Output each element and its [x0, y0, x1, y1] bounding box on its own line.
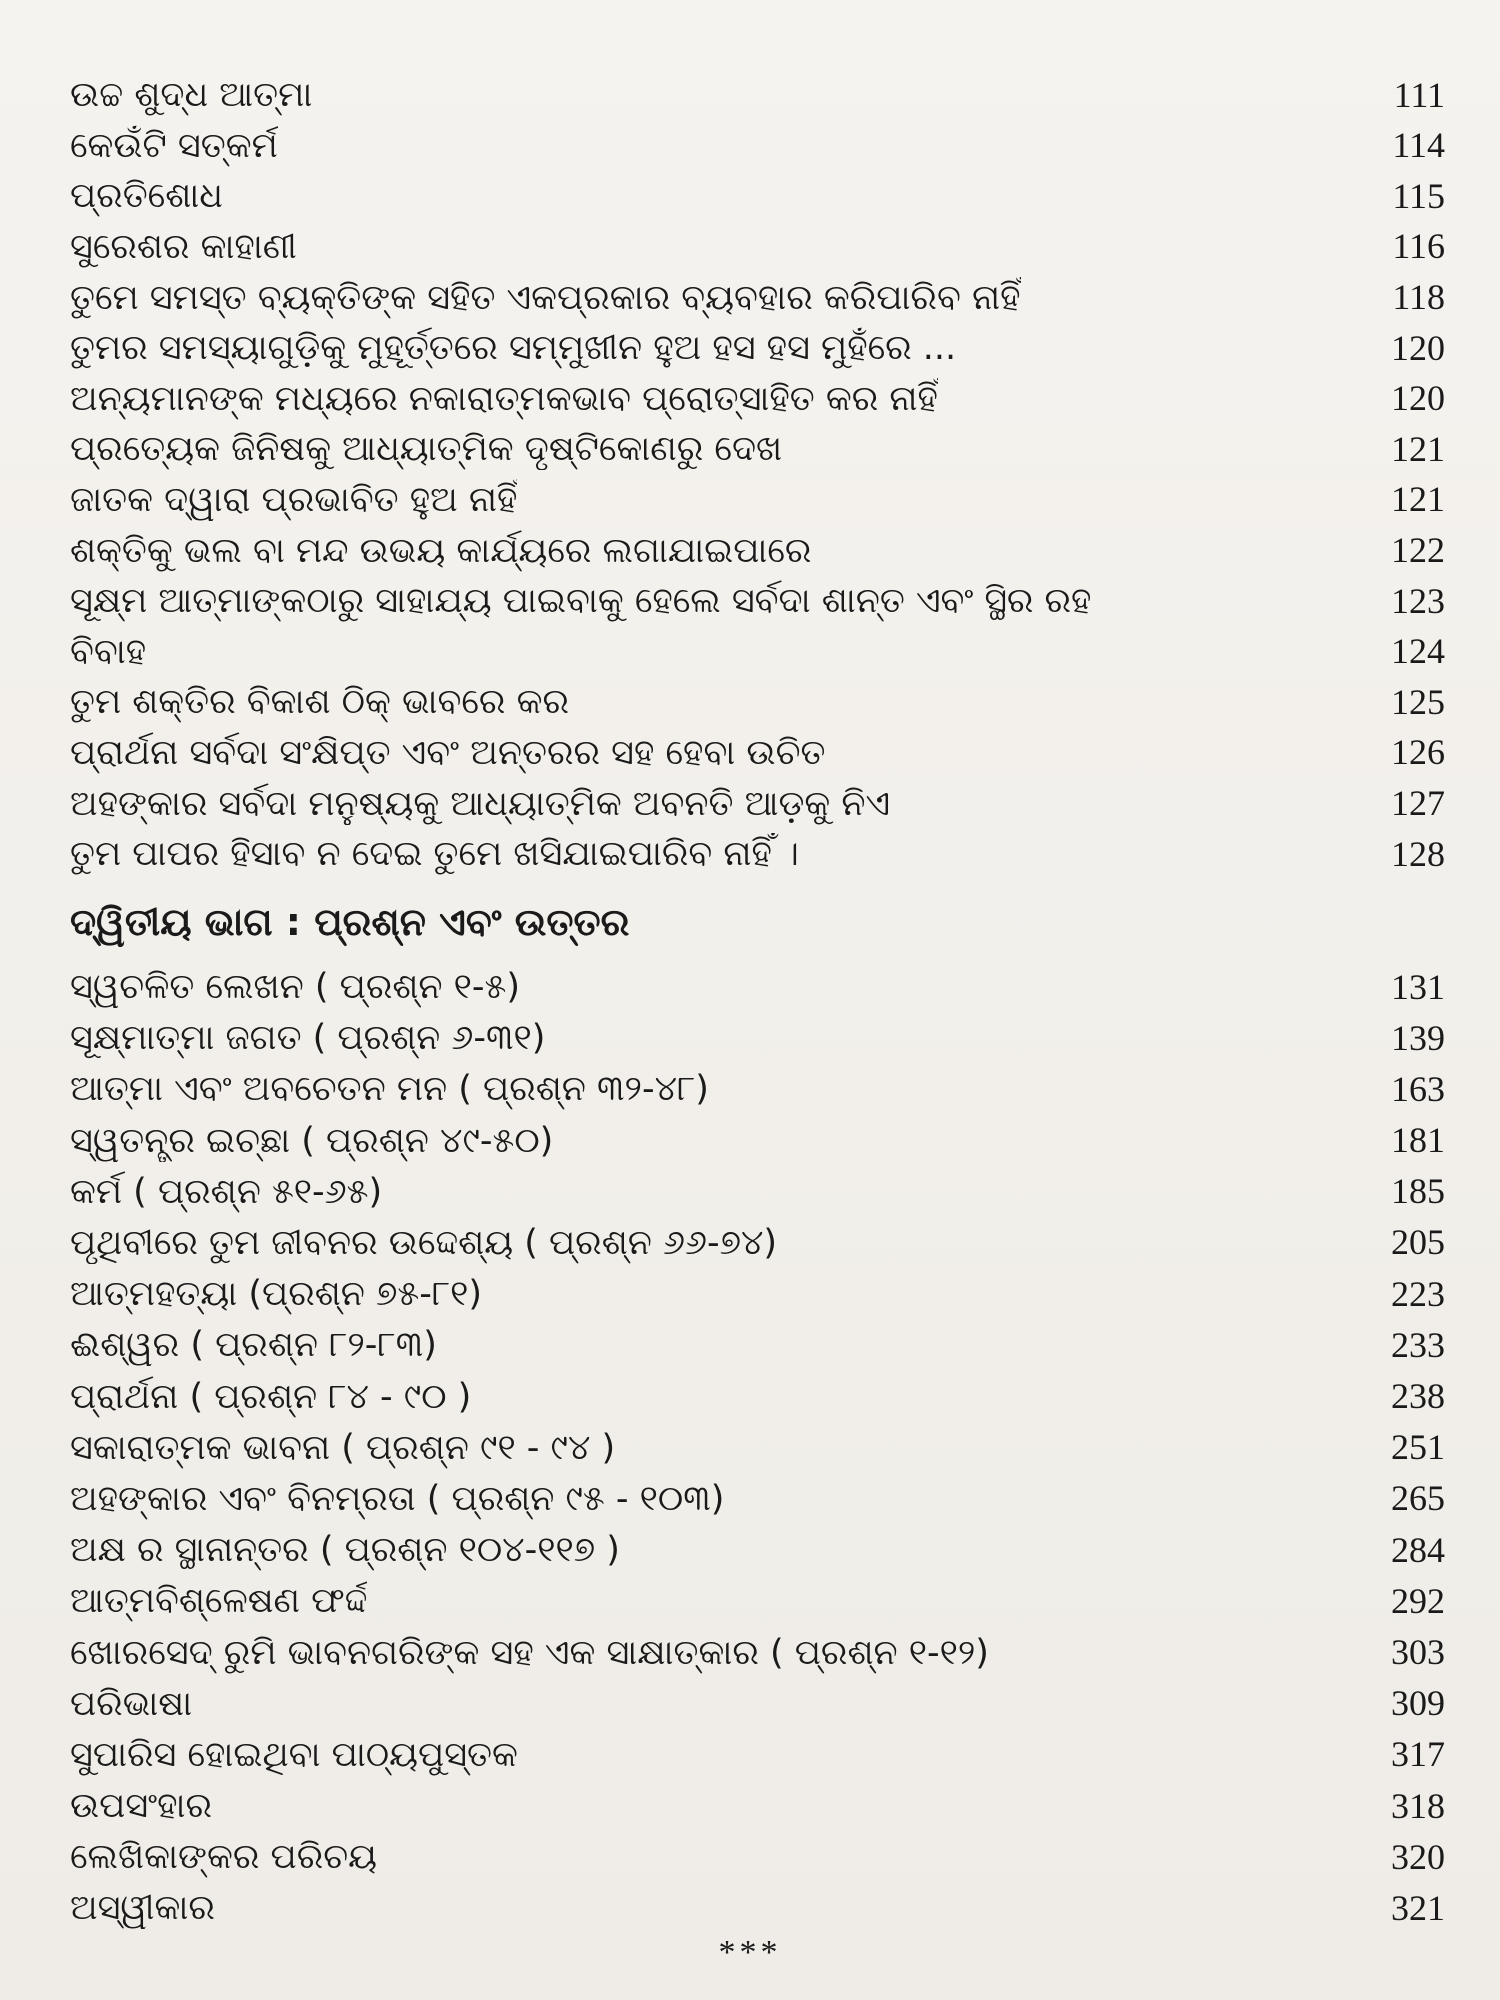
toc-entry-title: ପ୍ରାର୍ଥନା ( ପ୍ରଶ୍ନ ୮୪ - ୯୦ )	[70, 1376, 472, 1417]
toc-entry	[70, 272, 1445, 323]
toc-entry-title: ଅନ୍ୟମାନଙ୍କ ମଧ୍ୟରେ ନକାରାତ୍ମକଭାବ ପ୍ରୋତ୍ସାହିତ କର ନାହିଁ	[70, 378, 938, 419]
toc-entry-title: ଖୋରସେଦ୍ ରୁମି ଭାବନଗରିଙ୍କ ସହ ଏକ ସାକ୍ଷାତ୍‌କାର ( ପ୍ରଶ୍ନ ୧-୧୨)	[70, 1632, 989, 1673]
toc-entry-title: ପରିଭାଷା	[70, 1683, 193, 1724]
toc-entry-page-number: 139	[1391, 1017, 1445, 1058]
toc-entry	[70, 1269, 1445, 1320]
toc-entry	[70, 222, 1445, 273]
toc-entry-page-number: 309	[1391, 1683, 1445, 1724]
toc-entry-page-number: 116	[1392, 226, 1445, 267]
toc-entry-title: ସ୍ୱଚଳିତ ଲେଖନ ( ପ୍ରଶ୍ନ ୧-୫)	[70, 967, 521, 1008]
toc-entry-title: ପୃଥିବୀରେ ତୁମ ଜୀବନର ଉଦ୍ଦେଶ୍ୟ ( ପ୍ରଶ୍ନ ୬୬-୭୪)	[70, 1223, 778, 1264]
toc-entry-page-number: 238	[1391, 1376, 1445, 1416]
toc-entry-page-number: 163	[1391, 1068, 1445, 1109]
toc-entry-title: ଲେଖିକାଙ୍କର ପରିଚୟ	[70, 1837, 377, 1878]
toc-entry	[70, 475, 1445, 526]
toc-entry	[70, 677, 1445, 728]
toc-entry	[70, 1422, 1445, 1473]
toc-entry-page-number: 318	[1391, 1785, 1445, 1826]
toc-entry	[70, 1217, 1445, 1268]
toc-entry	[70, 1320, 1445, 1371]
toc-entry-page-number: 118	[1392, 277, 1445, 318]
toc-entry-title: ପ୍ରାର୍ଥନା ସର୍ବଦା ସଂକ୍ଷିପ୍ତ ଏବଂ ଅନ୍ତରର ସହ ହେବା ଉଚିତ	[70, 733, 826, 774]
section-heading: ଦ୍ୱିତୀୟ ଭାଗ : ପ୍ରଶ୍ନ ଏବଂ ଉତ୍ତର	[70, 900, 630, 944]
toc-part-one	[70, 70, 1445, 880]
toc-entry	[70, 424, 1445, 475]
toc-entry-title: ପ୍ରତିଶୋଧ	[70, 176, 223, 217]
toc-entry-page-number: 127	[1391, 783, 1445, 824]
toc-entry	[70, 70, 1445, 121]
end-ornament: ***	[718, 1934, 782, 1971]
toc-entry-page-number: 233	[1391, 1324, 1445, 1365]
toc-entry-page-number: 124	[1391, 631, 1445, 672]
toc-entry-page-number: 320	[1391, 1836, 1445, 1877]
toc-entry-title: ଜାତକ ଦ୍ୱାରା ପ୍ରଭାବିତ ହୁଅ ନାହିଁ	[70, 480, 518, 521]
toc-entry-title: ସକାରାତ୍ମକ ଭାବନା ( ପ୍ରଶ୍ନ ୯୧ - ୯୪ )	[70, 1427, 616, 1468]
toc-entry-title: ଆତ୍ମବିଶ୍ଳେଷଣ ଫର୍ଦ୍ଦ	[70, 1581, 368, 1622]
toc-entry-page-number: 303	[1391, 1631, 1445, 1672]
toc-entry	[70, 1473, 1445, 1524]
toc-part-two	[70, 962, 1445, 1935]
toc-entry-title: ଆତ୍ମା ଏବଂ ଅବଚେତନ ମନ ( ପ୍ରଶ୍ନ ୩୨-୪୮)	[70, 1069, 709, 1110]
toc-entry-page-number: 185	[1391, 1171, 1445, 1212]
toc-entry-title: ଉପସଂହାର	[70, 1786, 213, 1827]
toc-entry	[70, 627, 1445, 678]
toc-entry-title: ସୁପାରିସ ହୋଇଥିବା ପାଠ୍ୟପୁସ୍ତକ	[70, 1734, 518, 1775]
table-of-contents	[70, 70, 1445, 1934]
toc-entry-page-number: 251	[1391, 1427, 1445, 1468]
toc-entry-title: ଈଶ୍ୱର ( ପ୍ରଶ୍ନ ୮୨-୮୩)	[70, 1325, 437, 1366]
toc-entry-title: ଅସ୍ୱୀକାର	[70, 1888, 215, 1929]
toc-entry	[70, 374, 1445, 425]
toc-entry	[70, 1832, 1445, 1883]
toc-entry	[70, 1525, 1445, 1576]
toc-entry	[70, 1627, 1445, 1678]
toc-entry	[70, 1576, 1445, 1627]
toc-entry	[70, 576, 1445, 627]
toc-entry-page-number: 115	[1392, 175, 1445, 216]
toc-entry-title: ବିବାହ	[70, 631, 147, 672]
toc-entry-title: ତୁମ ଶକ୍ତିର ବିକାଶ ଠିକ୍ ଭାବରେ କର	[70, 682, 569, 723]
toc-entry-page-number: 121	[1391, 479, 1445, 520]
toc-entry	[70, 323, 1445, 374]
toc-entry-page-number: 317	[1391, 1734, 1445, 1775]
toc-entry-title: ଆତ୍ମହତ୍ୟା (ପ୍ରଶ୍ନ ୭୫-୮୧)	[70, 1274, 483, 1315]
toc-entry-page-number: 284	[1391, 1529, 1445, 1570]
toc-entry-page-number: 126	[1391, 732, 1445, 773]
toc-entry	[70, 171, 1445, 222]
toc-entry-page-number: 181	[1391, 1120, 1445, 1161]
toc-entry-title: ଅହଙ୍କାର ଏବଂ ବିନମ୍ରତା ( ପ୍ରଶ୍ନ ୯୫ - ୧୦୩)	[70, 1478, 725, 1519]
toc-entry-title: ତୁମ ପାପର ହିସାବ ନ ଦେଇ ତୁମେ ଖସିଯାଇପାରିବ ନାହିଁ ।	[70, 834, 799, 875]
toc-entry-title: ସୂକ୍ଷ୍ମ ଆତ୍ମାଙ୍କଠାରୁ ସାହାଯ୍ୟ ପାଇବାକୁ ହେଲେ ସର୍ବଦା ଶାନ୍ତ ଏବଂ ସ୍ଥିର ରହ	[70, 581, 1092, 622]
toc-entry	[70, 525, 1445, 576]
toc-entry-title: ଶକ୍ତିକୁ ଭଲ ବା ମନ୍ଦ ଉଭୟ କାର୍ଯ୍ୟରେ ଲଗାଯାଇପାରେ	[70, 530, 812, 571]
toc-entry-page-number: 123	[1391, 580, 1445, 621]
toc-entry-page-number: 122	[1391, 530, 1445, 571]
toc-entry-page-number: 121	[1391, 428, 1445, 469]
toc-entry-page-number: 120	[1391, 378, 1445, 419]
toc-entry-title: ପ୍ରତ୍ୟେକ ଜିନିଷକୁ ଆଧ୍ୟାତ୍ମିକ ଦୃଷ୍ଟିକୋଣରୁ ଦେଖ	[70, 429, 783, 470]
toc-entry-page-number: 205	[1391, 1222, 1445, 1263]
toc-entry-page-number: 114	[1392, 125, 1445, 166]
toc-entry-page-number: 265	[1391, 1478, 1445, 1519]
toc-entry-page-number: 128	[1391, 833, 1445, 874]
toc-entry-page-number: 131	[1391, 966, 1445, 1007]
toc-entry-title: କେଉଁଟି ସତ୍‌କର୍ମ	[70, 125, 278, 166]
toc-entry-title: ଅକ୍ଷ ର ସ୍ଥାନାନ୍ତର ( ପ୍ରଶ୍ନ ୧୦୪-୧୧୭ )	[70, 1530, 620, 1571]
toc-entry	[70, 1371, 1445, 1422]
toc-entry	[70, 962, 1445, 1013]
toc-entry-page-number: 292	[1391, 1580, 1445, 1621]
toc-entry-page-number: 223	[1391, 1273, 1445, 1314]
toc-entry-title: ଅହଙ୍କାର ସର୍ବଦା ମନୁଷ୍ୟକୁ ଆଧ୍ୟାତ୍ମିକ ଅବନତି ଆଡ଼କୁ ନିଏ	[70, 783, 891, 824]
toc-entry	[70, 1115, 1445, 1166]
toc-entry-page-number: 111	[1393, 74, 1445, 115]
toc-entry	[70, 778, 1445, 829]
toc-entry	[70, 1781, 1445, 1832]
toc-entry-title: ଉଚ୍ଚ ଶୁଦ୍ଧ ଆତ୍ମା	[70, 75, 313, 116]
toc-entry	[70, 1729, 1445, 1780]
toc-entry	[70, 1678, 1445, 1729]
toc-entry	[70, 1013, 1445, 1064]
toc-entry	[70, 829, 1445, 880]
toc-entry-title: ସୁରେଶର କାହାଣୀ	[70, 227, 297, 268]
toc-entry-title: ସୂକ୍ଷ୍ମାତ୍ମା ଜଗତ ( ପ୍ରଶ୍ନ ୬-୩୧)	[70, 1018, 546, 1059]
toc-entry-title: ତୁମର ସମସ୍ୟାଗୁଡ଼ିକୁ ମୁହୂର୍ତ୍ତରେ ସମ୍ମୁଖୀନ ହୁଅ ହସ ହସ ମୁହଁରେ ...	[70, 328, 957, 369]
toc-entry-page-number: 120	[1391, 327, 1445, 368]
toc-entry-title: ସ୍ୱତନ୍ତ୍ର ଇଚ୍ଛା ( ପ୍ରଶ୍ନ ୪୯-୫୦)	[70, 1120, 554, 1161]
toc-entry-title: କର୍ମ ( ପ୍ରଶ୍ନ ୫୧-୬୫)	[70, 1171, 383, 1212]
toc-entry	[70, 121, 1445, 172]
toc-entry-title: ତୁମେ ସମସ୍ତ ବ୍ୟକ୍ତିଙ୍କ ସହିତ ଏକପ୍ରକାର ବ୍ୟବହାର କରିପାରିବ ନାହିଁ	[70, 277, 1021, 318]
toc-entry	[70, 1883, 1445, 1934]
toc-entry	[70, 1064, 1445, 1115]
toc-entry	[70, 1166, 1445, 1217]
toc-entry-page-number: 125	[1391, 681, 1445, 722]
toc-entry	[70, 728, 1445, 779]
toc-entry-page-number: 321	[1391, 1887, 1445, 1928]
